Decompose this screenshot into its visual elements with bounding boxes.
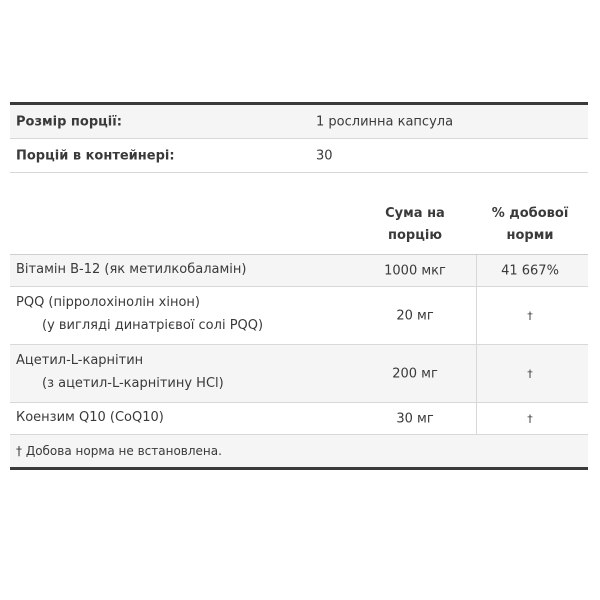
daily-value-header: % добової норми (491, 206, 569, 243)
ingredient-row (10, 287, 588, 345)
serving-size-row (10, 105, 588, 139)
ingredient-amount: 30 мг (396, 411, 434, 426)
supplement-facts-table (10, 102, 588, 470)
ingredient-name: Коензим Q10 (CoQ10) (16, 410, 164, 425)
ingredient-form: (з ацетил-L-карнітину HCl) (42, 376, 224, 391)
footnote-row (10, 435, 588, 467)
section-spacer (10, 173, 588, 193)
ingredient-amount: 1000 мкг (384, 263, 446, 278)
ingredient-daily-value: † (527, 309, 533, 322)
ingredient-form: (у вигляді динатрієвої солі PQQ) (42, 318, 264, 333)
column-divider (476, 287, 477, 344)
column-divider (476, 255, 477, 286)
ingredient-row (10, 345, 588, 403)
ingredient-daily-value: 41 667% (501, 263, 559, 278)
servings-per-container-value: 30 (316, 148, 333, 163)
servings-per-container-row (10, 139, 588, 173)
serving-size-label: Розмір порції: (16, 114, 122, 129)
amount-per-serving-header: Сума на порцію (385, 206, 445, 243)
ingredient-name: Вітамін B-12 (як метилкобаламін) (16, 262, 247, 277)
column-header-row (10, 193, 588, 255)
ingredient-daily-value: † (527, 412, 533, 425)
serving-size-value: 1 рослинна капсула (316, 114, 454, 129)
ingredient-name: Ацетил-L-карнітин (16, 353, 144, 368)
ingredient-amount: 20 мг (396, 308, 434, 323)
column-divider (476, 345, 477, 402)
servings-per-container-label: Порцій в контейнері: (16, 148, 175, 163)
ingredient-name: PQQ (пірролохінолін хінон) (16, 295, 200, 310)
column-divider (476, 403, 477, 434)
ingredient-row (10, 403, 588, 435)
ingredient-row (10, 255, 588, 287)
ingredient-amount: 200 мг (392, 366, 438, 381)
ingredient-daily-value: † (527, 367, 533, 380)
footnote: † Добова норма не встановлена. (16, 444, 222, 458)
